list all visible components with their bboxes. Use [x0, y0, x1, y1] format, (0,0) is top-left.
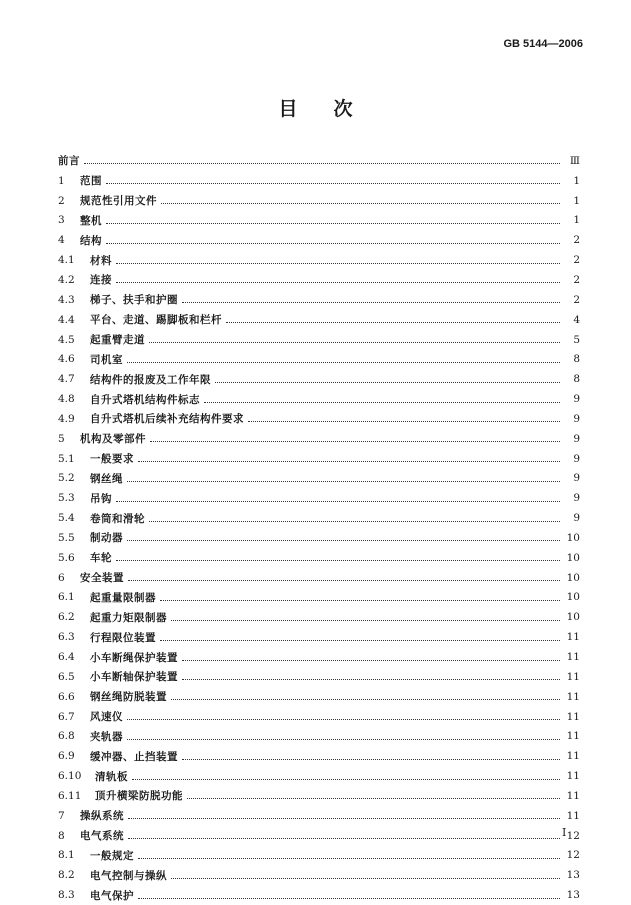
- toc-entry-title: 结构: [80, 234, 102, 247]
- toc-entry[interactable]: [58, 607, 580, 627]
- toc-entry-number: 4.4: [58, 313, 75, 326]
- toc-entry-title: 自升式塔机结构件标志: [90, 393, 200, 406]
- toc-entry[interactable]: [58, 508, 580, 528]
- toc-entry-page: Ⅲ: [569, 154, 580, 167]
- dot-leader: [187, 798, 560, 799]
- toc-entry[interactable]: [58, 885, 580, 905]
- toc-entry[interactable]: [58, 191, 580, 211]
- toc-entry[interactable]: [58, 369, 580, 389]
- standard-number: GB 5144—2006: [503, 38, 583, 50]
- toc-entry-page: 2: [573, 293, 580, 306]
- toc-entry[interactable]: [58, 865, 580, 885]
- toc-entry[interactable]: [58, 449, 580, 469]
- dot-leader: [160, 640, 560, 641]
- dot-leader: [138, 898, 560, 899]
- toc-entry-title: 顶升横梁防脱功能: [95, 790, 183, 803]
- dot-leader: [132, 779, 560, 780]
- toc-entry[interactable]: [58, 270, 580, 290]
- toc-entry-page: 11: [566, 809, 580, 822]
- toc-entry-number: 6: [58, 571, 65, 584]
- toc-entry-page: 1: [573, 174, 580, 187]
- dot-leader: [149, 521, 560, 522]
- toc-entry-page: 9: [573, 512, 580, 525]
- toc-entry-number: 6.6: [58, 690, 75, 703]
- toc-entry-page: 8: [573, 353, 580, 366]
- toc-entry[interactable]: [58, 746, 580, 766]
- toc-entry[interactable]: [58, 588, 580, 608]
- toc-entry-number: 4.3: [58, 293, 75, 306]
- toc-entry-page: 8: [573, 373, 580, 386]
- toc-entry-title: 司机室: [90, 353, 123, 366]
- dot-leader: [138, 461, 560, 462]
- dot-leader: [127, 540, 560, 541]
- toc-entry-page: 11: [566, 690, 580, 703]
- toc-entry-title: 起重量限制器: [90, 591, 156, 604]
- toc-entry[interactable]: [58, 171, 580, 191]
- dot-leader: [160, 600, 560, 601]
- toc-entry[interactable]: [58, 548, 580, 568]
- toc-entry-number: 2: [58, 194, 65, 207]
- toc-entry-number: 6.7: [58, 710, 75, 723]
- toc-entry-number: 5.5: [58, 531, 75, 544]
- dot-leader: [116, 263, 560, 264]
- toc-entry-page: 5: [573, 333, 580, 346]
- dot-leader: [116, 560, 560, 561]
- toc-entry-number: 5.3: [58, 492, 75, 505]
- toc-entry-number: 8.3: [58, 889, 75, 902]
- toc-entry[interactable]: [58, 250, 580, 270]
- toc-entry-number: 6.5: [58, 670, 75, 683]
- toc-entry-title: 连接: [90, 274, 112, 287]
- dot-leader: [106, 183, 560, 184]
- toc-entry-number: 4.9: [58, 412, 75, 425]
- toc-entry-page: 10: [566, 551, 580, 564]
- toc-entry[interactable]: [58, 151, 580, 171]
- toc-entry-page: 9: [573, 472, 580, 485]
- toc-entry[interactable]: [58, 726, 580, 746]
- toc-entry-page: 2: [573, 234, 580, 247]
- toc-entry[interactable]: [58, 786, 580, 806]
- toc-entry-number: 5: [58, 432, 65, 445]
- page-title: 目次: [278, 98, 389, 120]
- dot-leader: [182, 679, 560, 680]
- toc-entry-page: 9: [573, 393, 580, 406]
- toc-entry-number: 6.8: [58, 730, 75, 743]
- toc-entry-page: 11: [566, 730, 580, 743]
- toc-entry-title: 吊钩: [90, 492, 112, 505]
- toc-entry-page: 2: [573, 273, 580, 286]
- toc-entry[interactable]: [58, 846, 580, 866]
- dot-leader: [128, 818, 560, 819]
- toc-entry-number: 3: [58, 214, 65, 227]
- dot-leader: [226, 322, 560, 323]
- toc-entry-number: 5.6: [58, 551, 75, 564]
- toc-entry-number: 5.2: [58, 472, 75, 485]
- dot-leader: [182, 660, 560, 661]
- toc-entry-page: 11: [566, 789, 580, 802]
- toc-entry[interactable]: [58, 310, 580, 330]
- toc-entry[interactable]: [58, 211, 580, 231]
- toc-entry-title: 缓冲器、止挡装置: [90, 750, 178, 763]
- toc-entry-title: 钢丝绳: [90, 472, 123, 485]
- toc-entry-title: 自升式塔机后续补充结构件要求: [90, 413, 244, 426]
- toc-entry[interactable]: [58, 528, 580, 548]
- toc-entry[interactable]: [58, 806, 580, 826]
- toc-entry-number: 4.8: [58, 393, 75, 406]
- toc-entry-title: 范围: [80, 175, 102, 188]
- toc-entry[interactable]: [58, 389, 580, 409]
- toc-entry-title: 梯子、扶手和护圈: [90, 294, 178, 307]
- dot-leader: [248, 421, 560, 422]
- toc-entry-page: 9: [573, 492, 580, 505]
- table-of-contents: [58, 151, 580, 905]
- toc-entry-number: 6.2: [58, 611, 75, 624]
- toc-entry[interactable]: [58, 330, 580, 350]
- dot-leader: [171, 620, 560, 621]
- toc-entry-title: 夹轨器: [90, 730, 123, 743]
- dot-leader: [106, 243, 560, 244]
- page-number: I: [562, 826, 567, 839]
- toc-entry-title: 操纵系统: [80, 810, 124, 823]
- toc-entry-number: 5.1: [58, 452, 75, 465]
- toc-entry-title: 整机: [80, 214, 102, 227]
- dot-leader: [215, 382, 560, 383]
- toc-entry-title: 小车断轴保护装置: [90, 671, 178, 684]
- toc-entry-number: 1: [58, 174, 65, 187]
- dot-leader: [138, 858, 560, 859]
- toc-entry[interactable]: [58, 667, 580, 687]
- dot-leader: [127, 719, 560, 720]
- toc-entry-number: 6.9: [58, 750, 75, 763]
- toc-entry[interactable]: [58, 687, 580, 707]
- toc-entry-title: 小车断绳保护装置: [90, 651, 178, 664]
- toc-entry-title: 规范性引用文件: [80, 195, 157, 208]
- dot-leader: [84, 163, 560, 164]
- toc-entry-number: 6.4: [58, 651, 75, 664]
- toc-entry-number: 8.2: [58, 869, 75, 882]
- toc-entry[interactable]: [58, 766, 580, 786]
- dot-leader: [127, 481, 560, 482]
- toc-entry-page: 11: [566, 651, 580, 664]
- toc-entry-number: 4.5: [58, 333, 75, 346]
- toc-entry-page: 10: [566, 611, 580, 624]
- toc-entry-page: 4: [573, 313, 580, 326]
- toc-entry-page: 12: [566, 849, 580, 862]
- toc-entry-number: 8.1: [58, 849, 75, 862]
- toc-entry-number: 4.1: [58, 254, 75, 267]
- toc-entry-title: 机构及零部件: [80, 433, 146, 446]
- toc-entry-title: 起重力矩限制器: [90, 611, 167, 624]
- toc-entry[interactable]: [58, 627, 580, 647]
- toc-entry-page: 11: [566, 770, 580, 783]
- toc-entry-page: 11: [566, 750, 580, 763]
- dot-leader: [106, 223, 560, 224]
- dot-leader: [182, 302, 560, 303]
- toc-entry-page: 9: [573, 412, 580, 425]
- dot-leader: [149, 342, 560, 343]
- toc-entry-page: 10: [566, 591, 580, 604]
- toc-entry-number: 5.4: [58, 512, 75, 525]
- toc-entry-page: 10: [566, 531, 580, 544]
- toc-entry-page: 9: [573, 452, 580, 465]
- toc-entry-title: 制动器: [90, 532, 123, 545]
- toc-entry-page: 2: [573, 254, 580, 267]
- toc-entry-number: 6.3: [58, 631, 75, 644]
- toc-entry-page: 11: [566, 631, 580, 644]
- toc-entry-page: 1: [573, 194, 580, 207]
- toc-entry-title: 起重臂走道: [90, 334, 145, 347]
- toc-entry-page: 12: [566, 829, 580, 842]
- toc-entry-number: 6.1: [58, 591, 75, 604]
- dot-leader: [171, 699, 560, 700]
- toc-entry-title: 平台、走道、踢脚板和栏杆: [90, 314, 222, 327]
- dot-leader: [127, 362, 560, 363]
- toc-entry[interactable]: [58, 429, 580, 449]
- toc-entry-number: 8: [58, 829, 65, 842]
- toc-entry-title: 前言: [58, 155, 80, 168]
- toc-entry-page: 11: [566, 710, 580, 723]
- dot-leader: [150, 441, 560, 442]
- toc-entry-number: 4.7: [58, 373, 75, 386]
- toc-entry-title: 安全装置: [80, 572, 124, 585]
- toc-entry-number: 7: [58, 809, 65, 822]
- toc-entry-title: 钢丝绳防脱装置: [90, 691, 167, 704]
- toc-entry-title: 卷筒和滑轮: [90, 512, 145, 525]
- toc-entry-title: 电气系统: [80, 830, 124, 843]
- toc-entry-title: 电气控制与操纵: [90, 869, 167, 882]
- toc-entry-page: 13: [566, 889, 580, 902]
- toc-entry-title: 结构件的报废及工作年限: [90, 373, 211, 386]
- toc-entry-page: 10: [566, 571, 580, 584]
- toc-entry[interactable]: [58, 290, 580, 310]
- toc-entry-title: 风速仪: [90, 711, 123, 724]
- toc-entry[interactable]: [58, 349, 580, 369]
- dot-leader: [182, 759, 560, 760]
- dot-leader: [128, 838, 560, 839]
- toc-entry-page: 9: [573, 432, 580, 445]
- toc-entry[interactable]: [58, 409, 580, 429]
- toc-entry[interactable]: [58, 647, 580, 667]
- toc-entry-page: 1: [573, 214, 580, 227]
- toc-entry-title: 材料: [90, 254, 112, 267]
- toc-entry-title: 一般要求: [90, 453, 134, 466]
- toc-entry-title: 车轮: [90, 552, 112, 565]
- dot-leader: [204, 402, 560, 403]
- toc-entry-number: 4: [58, 234, 65, 247]
- toc-entry-number: 4.2: [58, 273, 75, 286]
- dot-leader: [128, 580, 560, 581]
- dot-leader: [116, 282, 560, 283]
- toc-entry[interactable]: [58, 230, 580, 250]
- toc-entry-title: 清轨板: [95, 770, 128, 783]
- toc-entry-number: 6.11: [58, 789, 82, 802]
- toc-entry[interactable]: [58, 469, 580, 489]
- toc-entry[interactable]: [58, 826, 580, 846]
- toc-entry-number: 4.6: [58, 353, 75, 366]
- toc-entry[interactable]: [58, 568, 580, 588]
- toc-entry-page: 13: [566, 869, 580, 882]
- toc-entry-number: 6.10: [58, 770, 82, 783]
- toc-entry-title: 电气保护: [90, 889, 134, 902]
- toc-entry[interactable]: [58, 707, 580, 727]
- toc-entry-title: 一般规定: [90, 849, 134, 862]
- dot-leader: [161, 203, 560, 204]
- dot-leader: [171, 878, 560, 879]
- dot-leader: [127, 739, 560, 740]
- dot-leader: [116, 501, 560, 502]
- toc-entry-title: 行程限位装置: [90, 631, 156, 644]
- toc-entry[interactable]: [58, 488, 580, 508]
- toc-entry-page: 11: [566, 670, 580, 683]
